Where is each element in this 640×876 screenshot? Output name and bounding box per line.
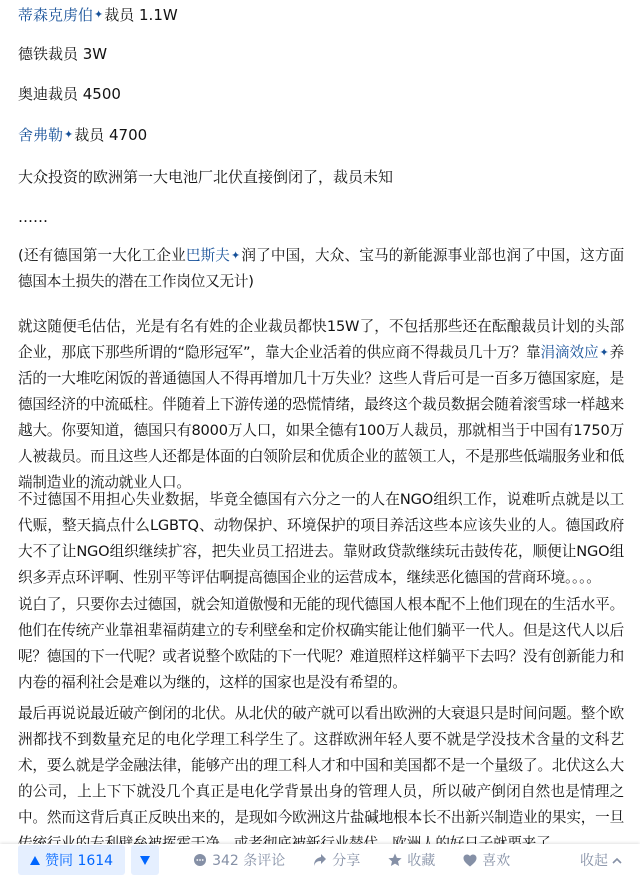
ellipsis-line: …… xyxy=(18,208,48,226)
upvote-label: 赞同 1614 xyxy=(45,853,114,869)
comments-button[interactable] xyxy=(193,850,285,870)
share-button[interactable] xyxy=(313,850,360,870)
paragraph-layoff-estimate: 就这随便毛估估，光是有名有姓的企业裁员都快15W了，不包括那些还在酝酿裁员计划的头部企业，那底下那些所谓的“隐形冠军”，靠大企业活着的供应商不得裁员几十万？靠涓滴效应✦养活的一大堆吃闲饭的普通德国人不得再增加几十万失业？这些人背后可是一百多万德国家庭，是德国经济的中流砥柱。伴随着上下游传递的恐慌情绪，最终这个裁员数据会随着滚雪球一样越来越大。你要知道，德国只有8000万人口，如果全德有100万人裁员，那就相当于中国有1750万人被裁员。而且这些人还都是体面的白领阶层和优质企业的蓝领工人，不是那些低端服务业和低端制造业的流动就业人口。 xyxy=(18,318,625,491)
layoff-line-schaeffler: 舍弗勒✦裁员 4700 xyxy=(18,126,148,144)
search-spark-icon: ✦ xyxy=(64,128,74,141)
action-bar xyxy=(0,844,640,876)
like-button[interactable] xyxy=(463,850,510,870)
paragraph-arrogance: 说白了，只要你去过德国，就会知道傲慢和无能的现代德国人根本配不上他们现在的生活水平。他们在传统产业靠祖辈福荫建立的专利壁垒和定价权确实能让他们躺平一代人。但是这代人以后呢？德国的下一代呢？或者说整个欧陆的下一代呢？难道照样这样躺平下去吗？没有创新能力和内卷的福利社会是难以为继的，这样的国家也是没有希望的。 xyxy=(18,596,624,691)
like-label: 喜欢 xyxy=(482,853,511,869)
downvote-button[interactable] xyxy=(131,845,159,875)
northvolt-line: 大众投资的欧洲第一大电池厂北伏直接倒闭了，裁员未知 xyxy=(18,168,394,186)
paragraph-northvolt: 最后再说说最近破产倒闭的北伏。从北伏的破产就可以看出欧洲的大衰退只是时间问题。整个欧洲都找不到数量充足的电化学理工科学生了。这群欧洲年轻人要不就是学没技术含量的文科艺术，要么就是学金融法律，能够产出的理工科人才和中国和美国都不是一个量级了。北伏这么大的公司，上上下下就没几个真正是电化学背景出身的管理人员，所以破产倒闭自然也是情理之中。然而这背后真正反映出来的，是现如今欧洲这片盐碱地根本长不出新兴制造业的果实，一旦 xyxy=(18,705,624,826)
comments-label: 342 条评论 xyxy=(212,853,286,869)
layoff-line-thyssenkrupp: 蒂森克虏伯✦裁员 1.1W xyxy=(18,6,178,24)
company-link-schaeffler[interactable]: 舍弗勒 xyxy=(18,126,64,144)
term-link-trickle-down[interactable]: 涓滴效应 xyxy=(540,344,599,361)
upvote-button[interactable] xyxy=(18,845,125,875)
favorite-label: 收藏 xyxy=(407,853,436,869)
heart-icon xyxy=(463,854,477,867)
share-label: 分享 xyxy=(332,853,361,869)
term-link-basf[interactable]: 巴斯夫 xyxy=(185,247,231,264)
layoff-line-audi: 奥迪裁员 4500 xyxy=(18,85,121,103)
triangle-down-icon xyxy=(140,856,150,865)
share-icon xyxy=(313,853,327,867)
search-spark-icon: ✦ xyxy=(599,346,609,359)
company-link-thyssenkrupp[interactable]: 蒂森克虏伯 xyxy=(18,6,94,24)
star-icon xyxy=(388,853,402,867)
favorite-button[interactable] xyxy=(388,850,435,870)
search-spark-icon: ✦ xyxy=(231,249,241,262)
chevron-up-icon xyxy=(612,857,622,864)
comment-bubble-icon xyxy=(193,853,207,867)
search-spark-icon: ✦ xyxy=(94,8,104,21)
triangle-up-icon xyxy=(30,856,40,865)
paragraph-ngo: 不过德国不用担心失业数据，毕竟全德国有六分之一的人在NGO组织工作，说难听点就是以工代赈，整天搞点什么LGBTQ、动物保护、环境保护的项目养活这些本应该失业的人。德国政府大不了让NGO组织继续扩容，把失业员工招进去。靠财政贷款继续玩击鼓传花，顺便让NGO组织多弄点环评啊、性别平等评估啊提高德国企业的运营成本，继续恶化德国的营商环境。。。。 xyxy=(18,491,624,586)
collapse-label: 收起 xyxy=(580,853,608,869)
collapse-button[interactable] xyxy=(580,850,622,870)
paragraph-basf: (还有德国第一大化工企业巴斯夫✦润了中国，大众、宝马的新能源事业部也润了中国，这方面德国本土损失的潜在工作岗位又无计) xyxy=(18,247,624,290)
layoff-line-db: 德铁裁员 3W xyxy=(18,45,108,63)
